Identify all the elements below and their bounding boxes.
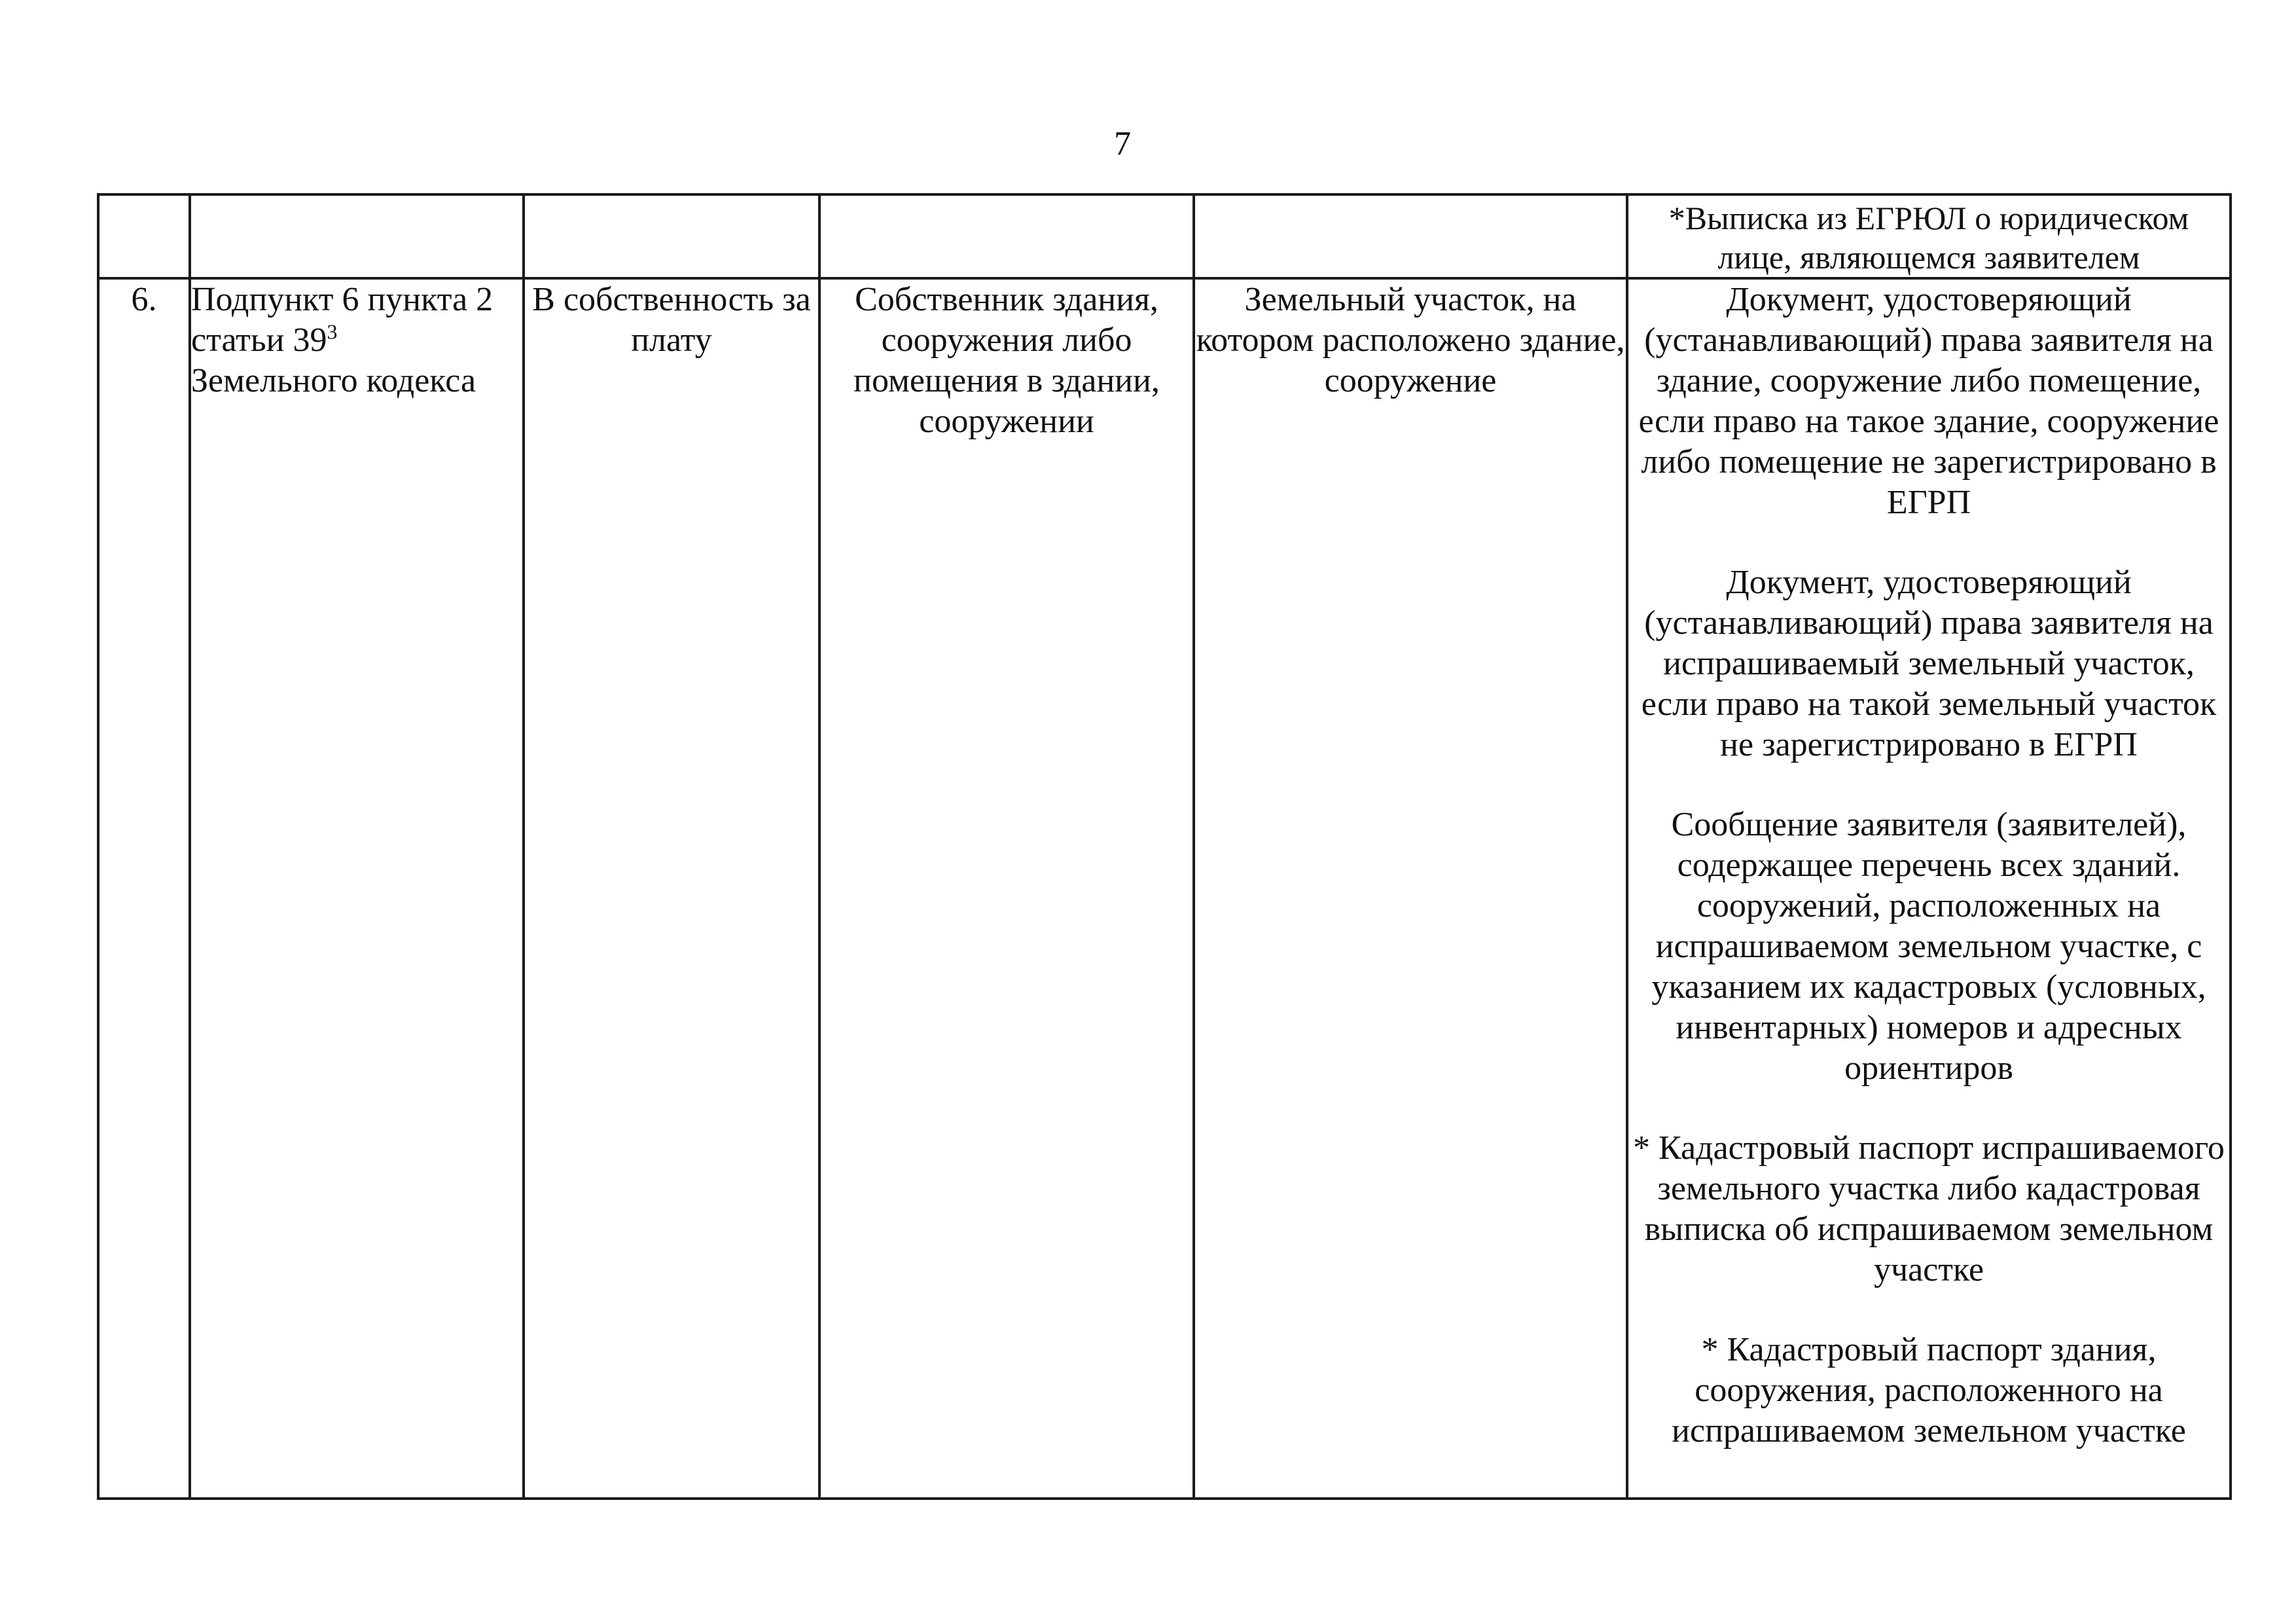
cell-land-plot: Земельный участок, на котором расположено здание, сооружение (1194, 278, 1627, 1499)
cell-applicant-empty (819, 194, 1194, 278)
table-row (98, 278, 2231, 1499)
row-number: 6. (98, 278, 190, 1499)
legal-basis-tail: Земельного кодекса (191, 362, 476, 399)
cell-basis-empty (190, 194, 524, 278)
document-item: Сообщение заявителя (заявителей), содержащее перечень всех зданий. сооружений, расположенных на испрашиваемом земельном участке, с указанием их кадастровых (условных, инвентарных) номеров и адресных ориентиров (1651, 806, 2206, 1087)
cell-documents (1627, 278, 2231, 1499)
document-item: * Кадастровый паспорт испрашиваемого земельного участка либо кадастровая выписка об испрашиваемом земельном участке (1633, 1129, 2225, 1288)
cell-legal-basis (190, 278, 524, 1499)
cell-right-type: В собственность за плату (524, 278, 819, 1499)
table-row-continuation (98, 194, 2231, 278)
document-item: Документ, удостоверяющий (устанавливающий) права заявителя на здание, сооружение либо помещение, если право на такое здание, сооружение либо помещение не зарегистрировано в ЕГРП (1638, 281, 2219, 521)
cell-number-empty (98, 194, 190, 278)
page-number: 7 (1114, 125, 1131, 162)
document-item: Документ, удостоверяющий (устанавливающий) права заявителя на испрашиваемый земельный участок, если право на такой земельный участок не зарегистрировано в ЕГРП (1641, 564, 2217, 763)
cell-applicant: Собственник здания, сооружения либо помещения в здании, сооружении (819, 278, 1194, 1499)
legal-basis-text: Подпункт 6 пункта 2 статьи 39 (191, 281, 493, 359)
documents-continuation-text: *Выписка из ЕГРЮЛ о юридическом лице, являющемся заявителем (1668, 200, 2189, 276)
documents-table (97, 193, 2232, 1500)
legal-basis-superscript: 3 (327, 319, 338, 344)
cell-right-type-empty (524, 194, 819, 278)
document-item: * Кадастровый паспорт здания, сооружения, расположенного на испрашиваемом земельном участке (1672, 1331, 2186, 1450)
cell-land-plot-empty (1194, 194, 1627, 278)
cell-documents-continuation (1627, 194, 2231, 278)
